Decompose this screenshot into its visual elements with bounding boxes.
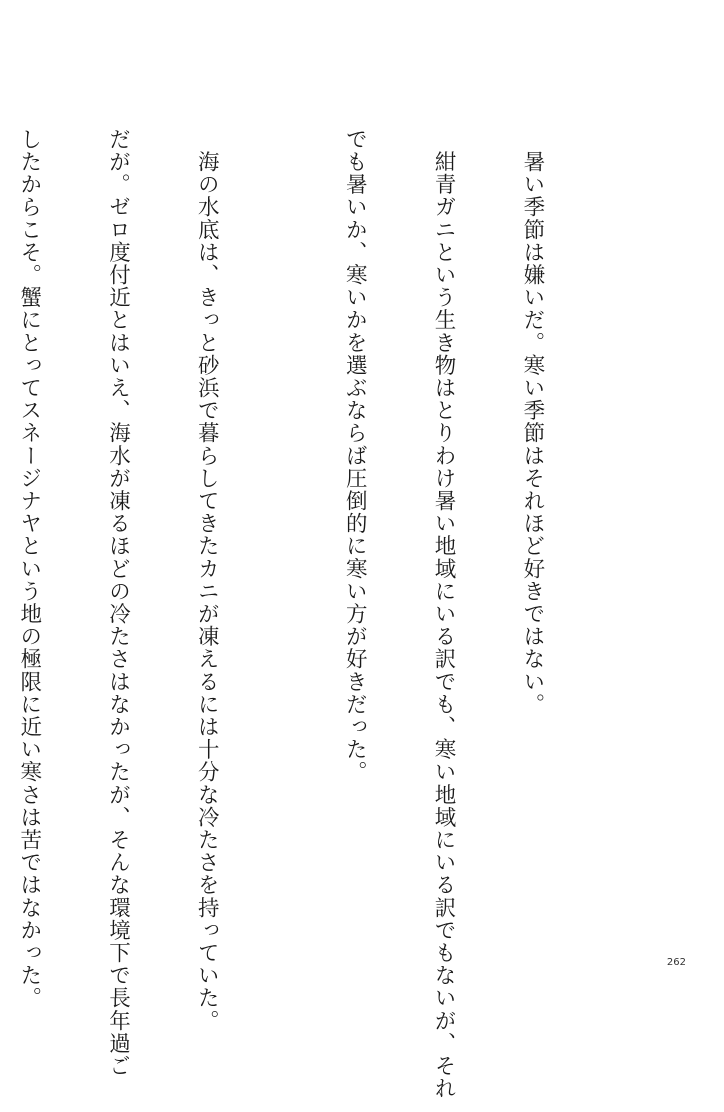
text-line: 暑い季節は嫌いだ。寒い季節はそれほど好きではない。 xyxy=(519,128,545,716)
text-line: 海の水底は、きっと砂浜で暮らしてきたカニが凍えるには十分な冷たさを持っていた。 xyxy=(194,128,220,1032)
text-line: したからこそ。蟹にとってスネージナヤという地の極限に近い寒さは苦ではなかった。 xyxy=(16,128,42,1010)
text-line: だが。ゼロ度付近とはいえ、海水が凍るほどの冷たさはなかったが、そんな環境下で長年過ご xyxy=(105,128,131,1078)
text-line: でも暑いか、寒いかを選ぶならば圧倒的に寒い方が好きだった。 xyxy=(342,128,368,784)
vertical-text-body xyxy=(0,128,606,1100)
page-number: 262 xyxy=(666,957,686,968)
text-line: 紺青ガニという生き物はとりわけ暑い地域にいる訳でも、寒い地域にいる訳でもないが、それ xyxy=(431,128,457,1100)
